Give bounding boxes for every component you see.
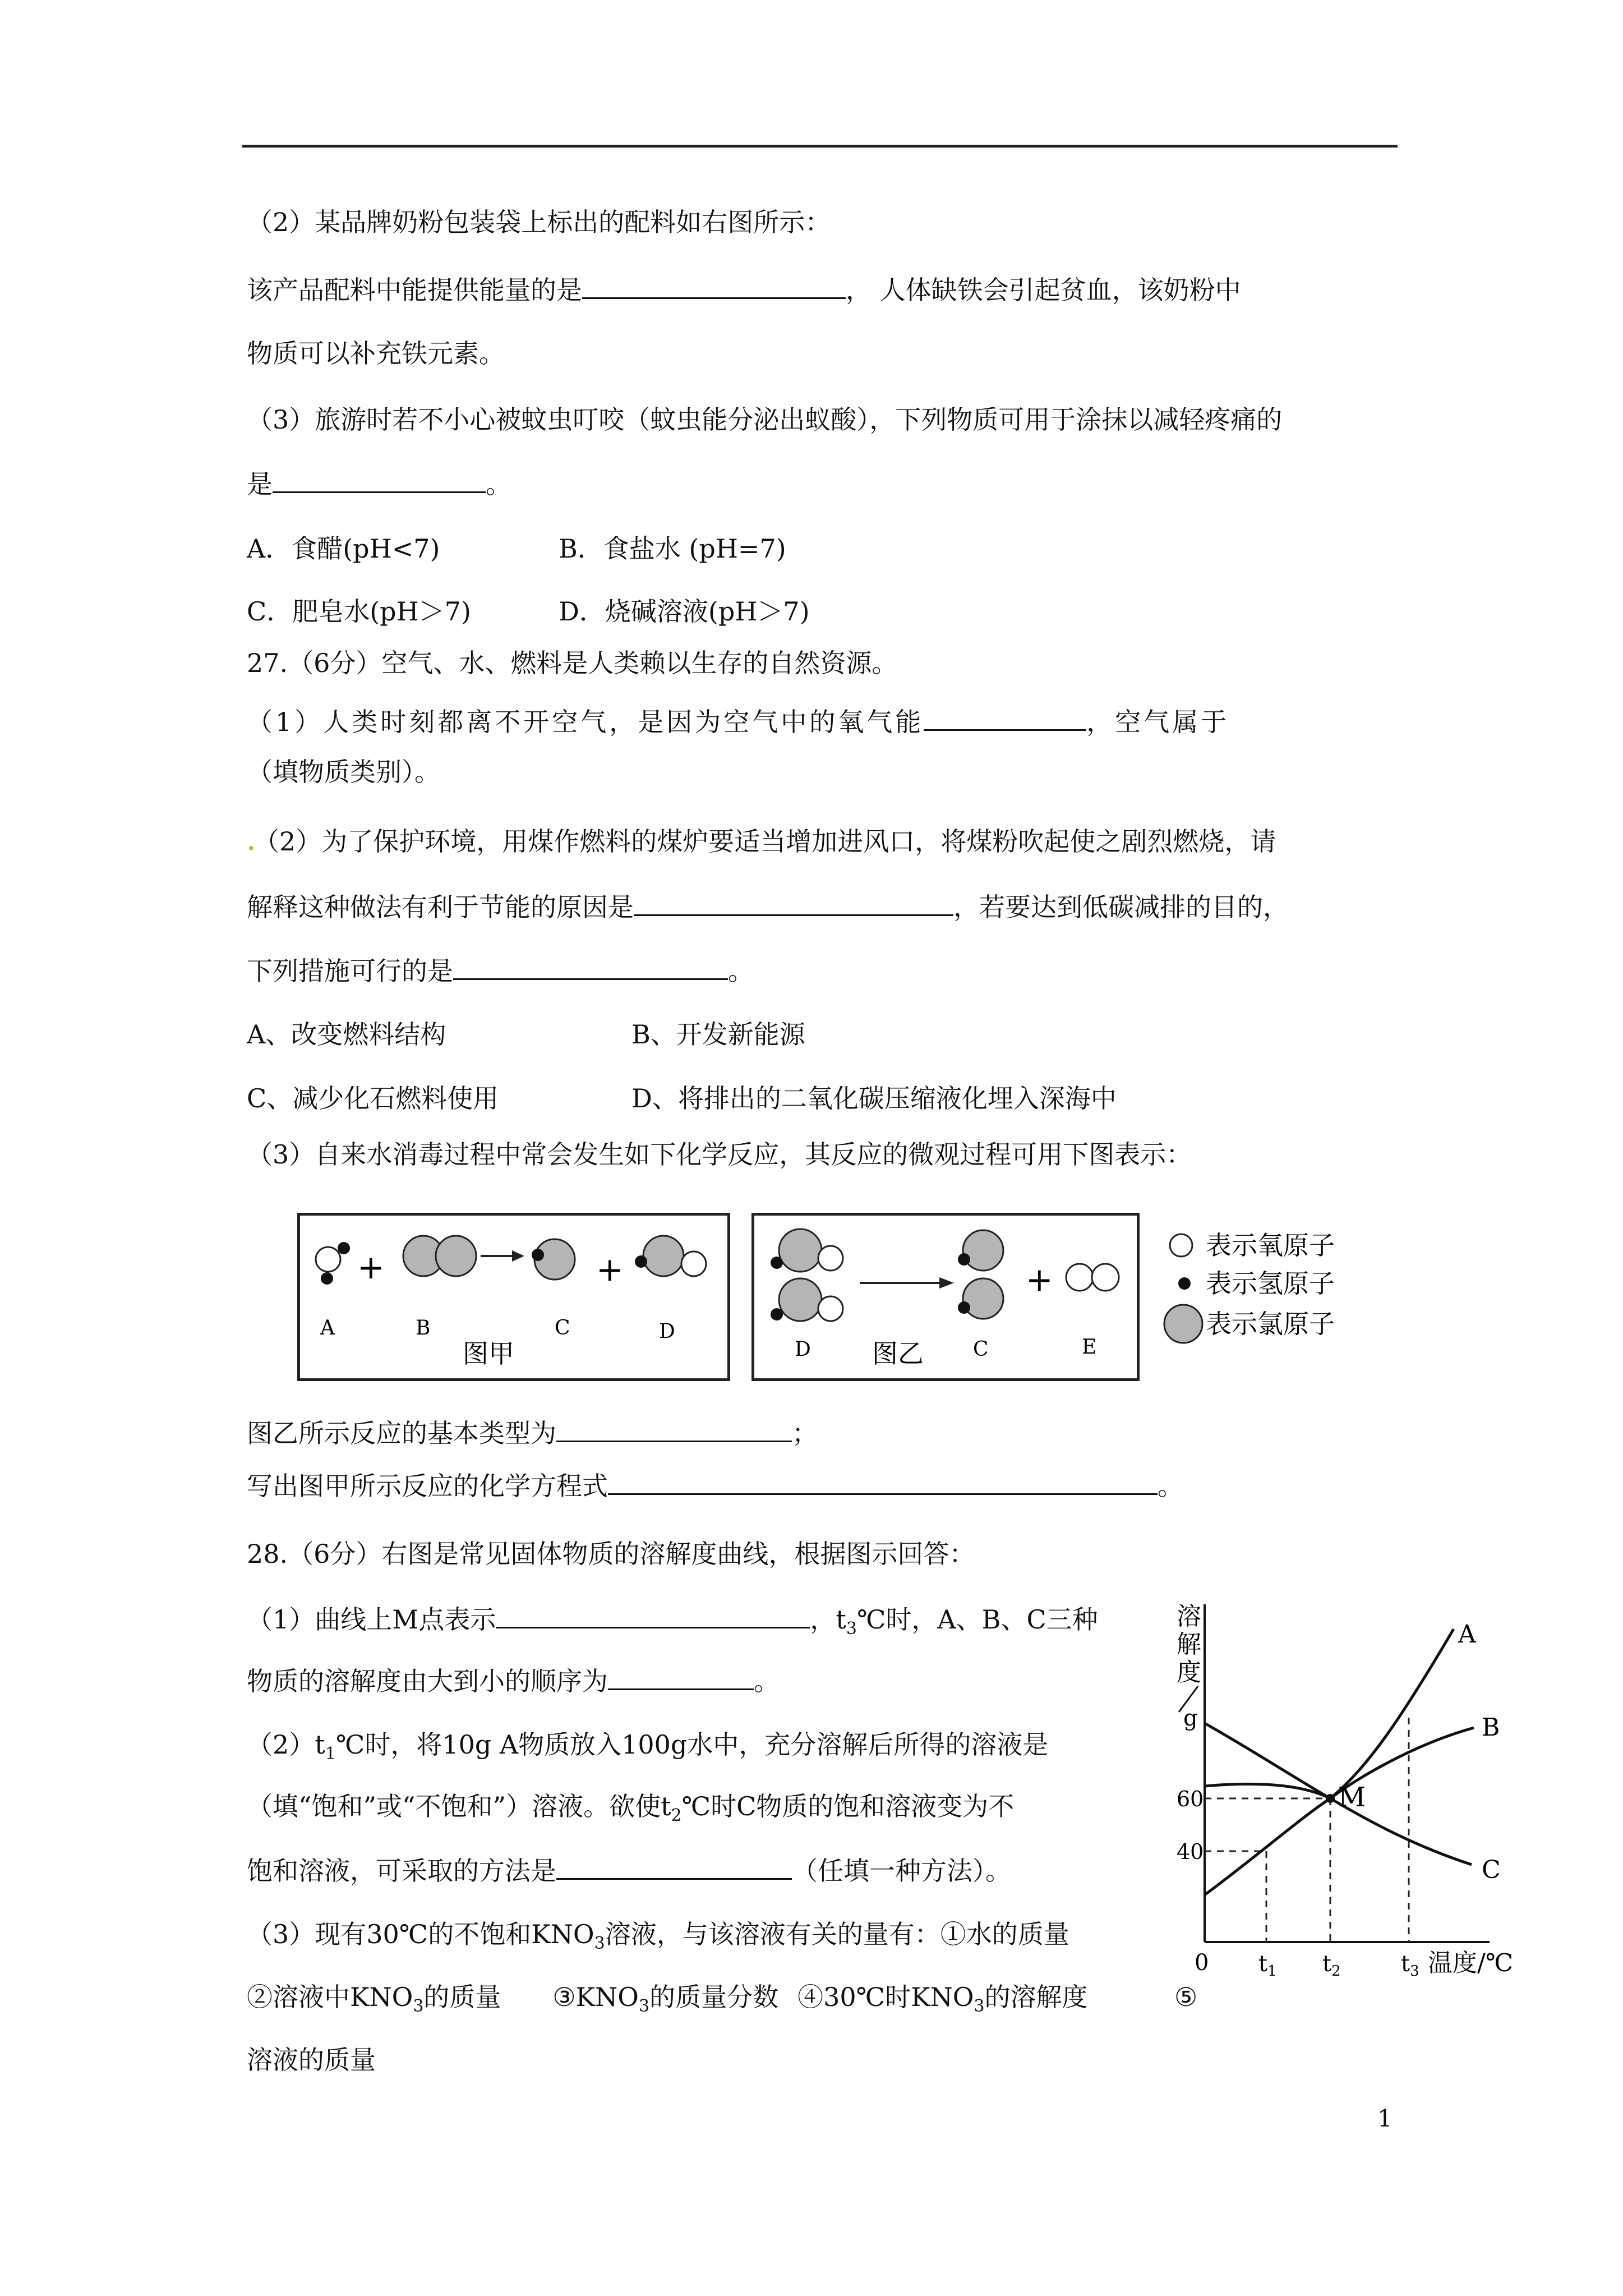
oxygen-atom-icon bbox=[1170, 1234, 1192, 1257]
q28-part3-text-f: 的质量分数 bbox=[649, 1982, 779, 2012]
y-axis-label-char: 解 bbox=[1177, 1630, 1201, 1659]
q27-part2-line1: （2）为了保护环境，用煤作燃料的煤炉要适当增加进风口，将煤粉吹起使之剧烈燃烧，请 bbox=[253, 826, 1276, 857]
answer-blank-energy[interactable] bbox=[582, 273, 846, 299]
x-tick-t2-main: t bbox=[1322, 1951, 1332, 1977]
molecule-b bbox=[403, 1236, 476, 1276]
q27-ask2-text: 写出图甲所示反应的化学方程式 bbox=[247, 1471, 608, 1501]
q27-part2-line3 bbox=[247, 954, 754, 988]
plus-sign: + bbox=[357, 1248, 385, 1286]
label-c: C bbox=[973, 1338, 989, 1361]
chlorine-atom-icon bbox=[1164, 1305, 1202, 1343]
answer-blank-order[interactable] bbox=[608, 1664, 754, 1690]
x-tick-t1-sub: 1 bbox=[1267, 1963, 1277, 1980]
curve-a bbox=[1205, 1629, 1454, 1895]
legend-chlorine: 表示氯原子 bbox=[1206, 1309, 1335, 1339]
figure-yi-box bbox=[751, 1213, 1140, 1381]
answer-blank-q26-3[interactable] bbox=[273, 467, 486, 493]
y-axis-unit: g bbox=[1183, 1705, 1198, 1731]
q28-part2-text-d: ℃时C物质的饱和溶液变为不 bbox=[681, 1791, 1015, 1821]
q27-option-d: D、将排出的二氧化碳压缩液化埋入深海中 bbox=[631, 1083, 1117, 1114]
q28-part3-sub-c: 3 bbox=[413, 1996, 424, 2017]
q28-part3-text-g: ④30℃时KNO bbox=[797, 1982, 974, 2012]
figure-yi-title: 图乙 bbox=[872, 1338, 924, 1369]
q27-part3-ask2 bbox=[247, 1469, 1183, 1503]
plus-sign: + bbox=[596, 1250, 624, 1289]
answer-blank-point-m[interactable] bbox=[496, 1602, 810, 1628]
x-tick-t3-main: t bbox=[1401, 1951, 1410, 1977]
label-d: D bbox=[659, 1320, 675, 1343]
atom-legend bbox=[1160, 1221, 1384, 1350]
label-d: D bbox=[795, 1338, 811, 1361]
label-b: B bbox=[416, 1317, 431, 1340]
q28-part3-text-b: 溶液，与该溶液有关的量有：①水的质量 bbox=[605, 1919, 1069, 1949]
y-axis-label-char: 溶 bbox=[1177, 1602, 1201, 1631]
q26-part2-text-a: 该产品配料中能提供能量的是 bbox=[247, 275, 582, 305]
q26-part3-line2 bbox=[247, 467, 511, 501]
q28-part2-text-c: （填“饱和”或“不饱和”）溶液。欲使t bbox=[247, 1791, 671, 1821]
q26-option-d: D．烧碱溶液(pH＞7) bbox=[559, 596, 810, 627]
intersection-point-m bbox=[1326, 1794, 1335, 1803]
q28-part1-line1 bbox=[247, 1602, 1098, 1646]
q27-ask1-end: ； bbox=[792, 1418, 818, 1448]
q26-part2-line3: 物质可以补充铁元素。 bbox=[247, 338, 505, 369]
legend-hydrogen: 表示氢原子 bbox=[1206, 1268, 1335, 1299]
answer-blank-method[interactable] bbox=[556, 1853, 792, 1880]
q28-part3-line1 bbox=[247, 1917, 1069, 1961]
x-tick-t2-sub: 2 bbox=[1331, 1963, 1341, 1980]
q28-part3-line2 bbox=[247, 1980, 1088, 2023]
page-number: 1 bbox=[1377, 2105, 1393, 2132]
y-axis-label-char: 度 bbox=[1177, 1658, 1201, 1687]
q28-part3-text-a: （3）现有30℃的不饱和KNO bbox=[247, 1919, 594, 1949]
q28-part3-sub-g: 3 bbox=[974, 1996, 985, 2017]
q27-part1-line1 bbox=[247, 705, 1229, 739]
q28-part1-text-e: 。 bbox=[754, 1666, 780, 1696]
q27-option-a: A、改变燃料结构 bbox=[247, 1019, 446, 1050]
q28-heading: 28.（6分）右图是常见固体物质的溶解度曲线，根据图示回答： bbox=[247, 1539, 975, 1569]
curve-c-label: C bbox=[1482, 1856, 1501, 1884]
q28-part2-text-b: ℃时，将10g A物质放入100g水中，充分溶解后所得的溶液是 bbox=[335, 1729, 1049, 1760]
q27-part2-text-d: 。 bbox=[728, 956, 754, 986]
label-c: C bbox=[555, 1317, 570, 1340]
q27-part1-text-a: （1）人类时刻都离不开空气，是因为空气中的氧气能 bbox=[247, 707, 924, 737]
scan-speck bbox=[249, 846, 253, 850]
figure-jia-title: 图甲 bbox=[463, 1338, 514, 1369]
q27-option-c: C、减少化石燃料使用 bbox=[247, 1083, 499, 1114]
molecule-d-upper bbox=[771, 1229, 843, 1272]
figure-jia-box bbox=[297, 1213, 730, 1381]
q26-part2-line1: （2）某品牌奶粉包装袋上标出的配料如右图所示： bbox=[247, 207, 831, 237]
q27-ask1-text: 图乙所示反应的基本类型为 bbox=[247, 1418, 556, 1448]
hydrogen-atom-icon bbox=[1178, 1277, 1191, 1290]
q28-part3-text-c: ②溶液中KNO bbox=[247, 1982, 413, 2012]
q28-part1-line2 bbox=[247, 1664, 780, 1698]
answer-blank-oxygen[interactable] bbox=[924, 705, 1086, 731]
curve-b-label: B bbox=[1482, 1713, 1500, 1742]
solubility-curve-graph bbox=[1166, 1593, 1525, 1997]
q26-option-c: C．肥皂水(pH＞7) bbox=[247, 596, 471, 627]
x-axis-label: 温度/℃ bbox=[1428, 1949, 1514, 1977]
q28-part1-text-c: ℃时，A、B、C三种 bbox=[856, 1604, 1098, 1635]
header-rule bbox=[242, 145, 1398, 148]
molecule-d bbox=[635, 1236, 706, 1276]
q27-part2-line2 bbox=[247, 890, 1289, 924]
q26-part2-line2 bbox=[247, 273, 1241, 307]
q28-part2-text-e: 饱和溶液，可采取的方法是 bbox=[247, 1856, 556, 1886]
q28-part2-line1 bbox=[247, 1728, 1048, 1771]
q28-part2-line2 bbox=[247, 1789, 1014, 1833]
molecule-d-lower bbox=[771, 1278, 843, 1321]
q27-part1-line2: （填物质类别）。 bbox=[247, 757, 440, 787]
molecule-c-lower bbox=[958, 1278, 1003, 1319]
x-tick-t3-sub: 3 bbox=[1410, 1963, 1419, 1980]
q28-part3-sub-a: 3 bbox=[594, 1934, 605, 1954]
origin-label: 0 bbox=[1195, 1950, 1209, 1976]
q27-part3-ask1 bbox=[247, 1416, 818, 1450]
q28-part3-text-h: 的溶解度 bbox=[984, 1982, 1088, 2012]
q27-part2-text-b: ，若要达到低碳减排的目的， bbox=[953, 892, 1289, 922]
plus-sign: + bbox=[1026, 1260, 1053, 1299]
q28-part1-sub: 3 bbox=[846, 1619, 857, 1639]
q28-part3-sub-e: 3 bbox=[639, 1996, 650, 2017]
q27-part3-line1: （3）自来水消毒过程中常会发生如下化学反应，其反应的微观过程可用下图表示： bbox=[247, 1139, 1192, 1170]
q28-part2-sub-c: 2 bbox=[671, 1806, 682, 1826]
q26-part3-text-b: 。 bbox=[486, 469, 511, 499]
q28-part2-line3 bbox=[247, 1853, 1011, 1888]
q27-ask2-end: 。 bbox=[1158, 1471, 1183, 1501]
q28-part2-sub-a: 1 bbox=[325, 1744, 336, 1764]
molecule-c bbox=[532, 1239, 575, 1280]
q27-heading: 27.（6分）空气、水、燃料是人类赖以生存的自然资源。 bbox=[247, 648, 898, 678]
label-a: A bbox=[320, 1317, 335, 1340]
y-tick-60: 60 bbox=[1177, 1787, 1204, 1811]
q26-part3-line1: （3）旅游时若不小心被蚊虫叮咬（蚊虫能分泌出蚁酸），下列物质可用于涂抹以减轻疼痛的 bbox=[247, 404, 1283, 435]
q28-part1-text-a: （1）曲线上M点表示 bbox=[247, 1604, 496, 1635]
q27-option-b: B、开发新能源 bbox=[631, 1019, 805, 1050]
y-tick-40: 40 bbox=[1177, 1839, 1204, 1864]
q28-part2-text-a: （2）t bbox=[247, 1729, 325, 1760]
x-tick-t1-main: t bbox=[1258, 1951, 1268, 1977]
q27-part2-text-a: 解释这种做法有利于节能的原因是 bbox=[247, 892, 634, 922]
q28-part1-text-b: ，t bbox=[810, 1604, 846, 1635]
q27-part1-text-b: ，空气属于 bbox=[1086, 707, 1230, 737]
legend-oxygen: 表示氧原子 bbox=[1206, 1230, 1335, 1260]
x-tick-t2 bbox=[1322, 1951, 1341, 1980]
q28-part3-item5: ⑤ bbox=[1174, 1982, 1198, 2012]
figure-yi-diagram bbox=[754, 1216, 1137, 1378]
x-tick-t3 bbox=[1401, 1951, 1419, 1980]
molecule-a bbox=[316, 1242, 350, 1285]
label-e: E bbox=[1082, 1336, 1097, 1359]
q26-option-a: A．食醋(pH<7) bbox=[247, 533, 440, 564]
answer-blank-equation[interactable] bbox=[608, 1469, 1158, 1495]
q28-part3-text-e: ③KNO bbox=[552, 1982, 639, 2012]
x-tick-t1 bbox=[1258, 1951, 1277, 1980]
molecule-c-upper bbox=[958, 1230, 1003, 1271]
q28-part3-text-d: 的质量 bbox=[423, 1982, 501, 2012]
q28-part1-text-d: 物质的溶解度由大到小的顺序为 bbox=[247, 1666, 608, 1696]
figure-jia-diagram bbox=[300, 1216, 727, 1378]
curve-a-label: A bbox=[1458, 1620, 1476, 1649]
q26-part2-text-b: ， 人体缺铁会引起贫血，该奶粉中 bbox=[846, 275, 1241, 305]
answer-blank-low-carbon[interactable] bbox=[453, 954, 728, 980]
q28-part3-line3: 溶液的质量 bbox=[247, 2045, 376, 2075]
q26-part3-text-a: 是 bbox=[247, 469, 273, 499]
point-m-label: M bbox=[1338, 1782, 1366, 1813]
molecule-e bbox=[1066, 1264, 1119, 1291]
answer-blank-reaction-type[interactable] bbox=[556, 1416, 792, 1442]
reaction-arrow bbox=[860, 1277, 954, 1289]
q26-option-b: B．食盐水 (pH=7) bbox=[559, 533, 786, 564]
reaction-arrow bbox=[481, 1250, 524, 1262]
q27-part2-text-c: 下列措施可行的是 bbox=[247, 956, 453, 986]
answer-blank-energy-saving[interactable] bbox=[634, 890, 953, 916]
q28-part2-text-f: （任填一种方法）。 bbox=[792, 1856, 1011, 1886]
